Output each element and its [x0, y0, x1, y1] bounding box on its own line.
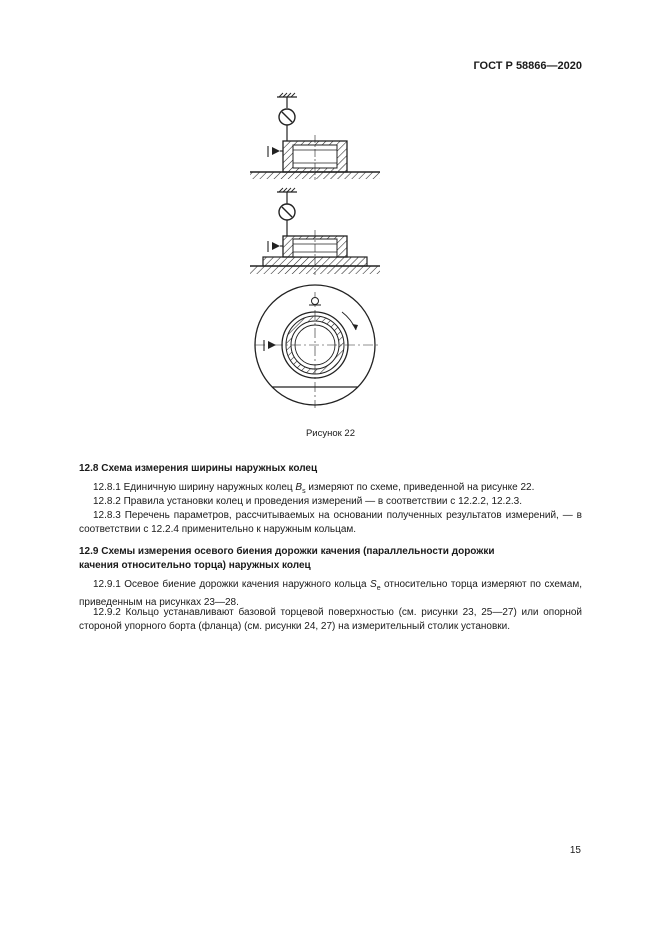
figure-caption: Рисунок 22 [305, 428, 356, 439]
dial-indicator-icon [312, 298, 319, 305]
paragraph-12-8-1: 12.8.1 Единичную ширину наружных колец $B_s$ измеряют по схеме, приведенной на рисунке 22. [93, 482, 535, 495]
paragraph-12-9-2: 12.9.2 Кольцо устанавливают базовой торцевой поверхностью (см. рисунки 23, 25—27) или опорной стороной упорного борта (фланца) (см. рисунки 24, 27) на измерительный столик установки. [79, 607, 582, 632]
scheme-top-view [255, 285, 378, 408]
document-standard-number: ГОСТ Р 58866—2020 [473, 60, 582, 72]
figure-22-measurement-schemes [0, 0, 661, 425]
section-12-9-heading: 12.9 Схемы измерения осевого биения дорожки качения (параллельности дорожки качения относительно торца) наружных колец [79, 546, 495, 571]
scheme-raised-support [250, 188, 380, 275]
page-number: 15 [569, 845, 581, 856]
paragraph-12-8-3: 12.8.3 Перечень параметров, рассчитываемых на основании полученных результатов измерений, — в соответствии с 12.2.4 применительно к наружным кольцам. [79, 510, 582, 535]
scheme-flat-table [250, 93, 380, 180]
paragraph-12-9-1: 12.9.1 Осевое биение дорожки качения наружного кольца $S_e$ относительно торца измеряют по схемам, приведенным на рисунках 23—28. [79, 579, 582, 608]
paragraph-12-8-2: 12.8.2 Правила установки колец и проведения измерений — в соответствии с 12.2.2, 12.2.3. [93, 496, 523, 507]
section-12-8-heading: 12.8 Схема измерения ширины наружных колец [79, 463, 318, 474]
